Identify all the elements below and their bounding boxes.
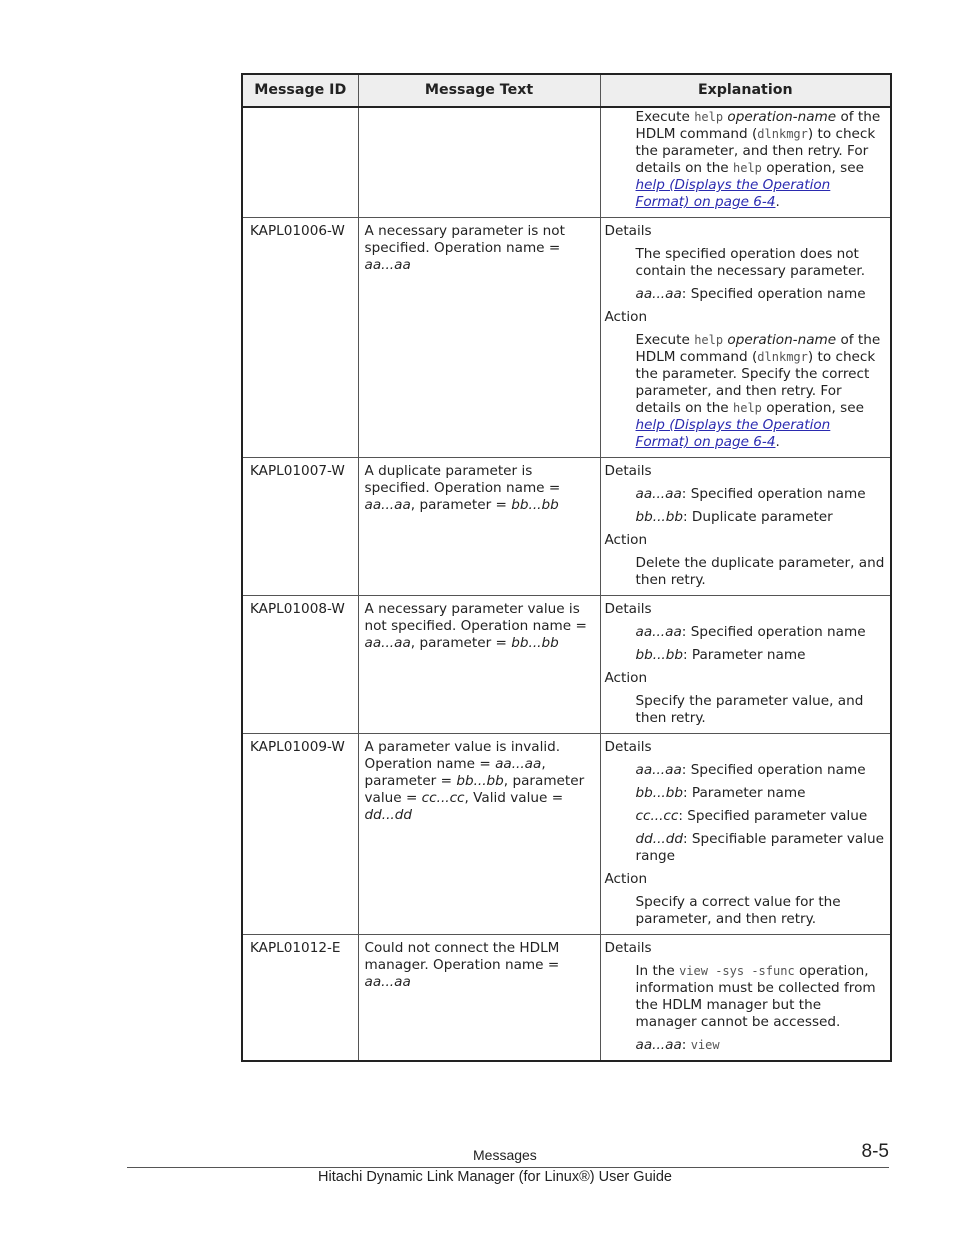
table-row: [242, 596, 891, 734]
message-text-cell: A parameter value is invalid. Operation name = aa...aa, parameter = bb...bb, parameter value = cc...cc, Valid value = dd...dd: [358, 734, 600, 935]
details-text: aa...aa: Specified operation name: [635, 286, 866, 302]
explanation-cell: [600, 107, 891, 218]
action-heading: Action: [604, 670, 648, 686]
explanation-cell: [600, 734, 891, 935]
details-text: aa...aa: Specified operation name: [635, 486, 866, 502]
table-row: [242, 935, 891, 1062]
message-id-cell: KAPL01006-W: [242, 218, 358, 458]
details-text: The specified operation does not contain the necessary parameter.: [635, 246, 866, 279]
message-text-cell: A duplicate parameter is specified. Operation name = aa...aa, parameter = bb...bb: [358, 458, 600, 596]
message-id-cell: KAPL01012-E: [242, 935, 358, 1062]
help-reference-link[interactable]: help (Displays the Operation Format) on page 6-4: [635, 417, 831, 450]
details-text: aa...aa: Specified operation name: [635, 624, 866, 640]
message-id-cell: KAPL01009-W: [242, 734, 358, 935]
header-message-text: Message Text: [358, 74, 600, 107]
details-text: bb...bb: Duplicate parameter: [635, 509, 833, 525]
message-text-cell: A necessary parameter is not specified. Operation name = aa...aa: [358, 218, 600, 458]
action-heading: Action: [604, 532, 648, 548]
details-text: dd...dd: Specifiable parameter value range: [635, 831, 884, 864]
header-message-id: Message ID: [242, 74, 358, 107]
details-heading: Details: [604, 463, 652, 479]
table-row: [242, 218, 891, 458]
explanation-cell: [600, 596, 891, 734]
message-table: [241, 73, 892, 1062]
footer-document-title: Hitachi Dynamic Link Manager (for Linux®) User Guide: [318, 1169, 672, 1185]
details-text: aa...aa: view: [635, 1037, 720, 1053]
details-text: In the view -sys -sfunc operation, information must be collected from the HDLM manager but the manager cannot be accessed.: [635, 963, 876, 1030]
action-heading: Action: [604, 871, 648, 887]
footer-section-name: Messages: [473, 1147, 537, 1163]
details-text: cc...cc: Specified parameter value: [635, 808, 868, 824]
action-text: Specify a correct value for the parameter, and then retry.: [635, 894, 841, 927]
details-heading: Details: [604, 940, 652, 956]
message-id-cell: KAPL01007-W: [242, 458, 358, 596]
details-heading: Details: [604, 223, 652, 239]
action-heading: Action: [604, 309, 648, 325]
details-text: bb...bb: Parameter name: [635, 647, 806, 663]
message-text-cell: [358, 107, 600, 218]
table-row: [242, 458, 891, 596]
message-text-cell: Could not connect the HDLM manager. Operation name = aa...aa: [358, 935, 600, 1062]
details-text: bb...bb: Parameter name: [635, 785, 806, 801]
table-row: [242, 734, 891, 935]
footer-divider: [127, 1167, 889, 1168]
action-text: Specify the parameter value, and then retry.: [635, 693, 864, 726]
explanation-cell: [600, 458, 891, 596]
action-text: Delete the duplicate parameter, and then retry.: [635, 555, 885, 588]
page-number: 8-5: [861, 1141, 889, 1162]
message-id-cell: KAPL01008-W: [242, 596, 358, 734]
details-heading: Details: [604, 601, 652, 617]
message-id-cell: [242, 107, 358, 218]
action-text: Execute help operation-name of the HDLM command (dlnkmgr) to check the parameter, and then retry. For details on the help operation, see help (Displays the Operation Format) on page 6-4.: [635, 109, 881, 210]
table-header-row: [242, 74, 891, 107]
message-text-cell: A necessary parameter value is not specified. Operation name = aa...aa, parameter = bb...bb: [358, 596, 600, 734]
header-explanation: Explanation: [600, 74, 891, 107]
explanation-cell: [600, 218, 891, 458]
help-reference-link[interactable]: help (Displays the Operation Format) on page 6-4: [635, 177, 831, 210]
explanation-cell: [600, 935, 891, 1062]
details-heading: Details: [604, 739, 652, 755]
table-row: [242, 107, 891, 218]
action-text: Execute help operation-name of the HDLM command (dlnkmgr) to check the parameter. Specify the correct parameter, and then retry. For details on the help operation, see help (Displays the Operation Format) on page 6-4.: [635, 332, 881, 450]
details-text: aa...aa: Specified operation name: [635, 762, 866, 778]
